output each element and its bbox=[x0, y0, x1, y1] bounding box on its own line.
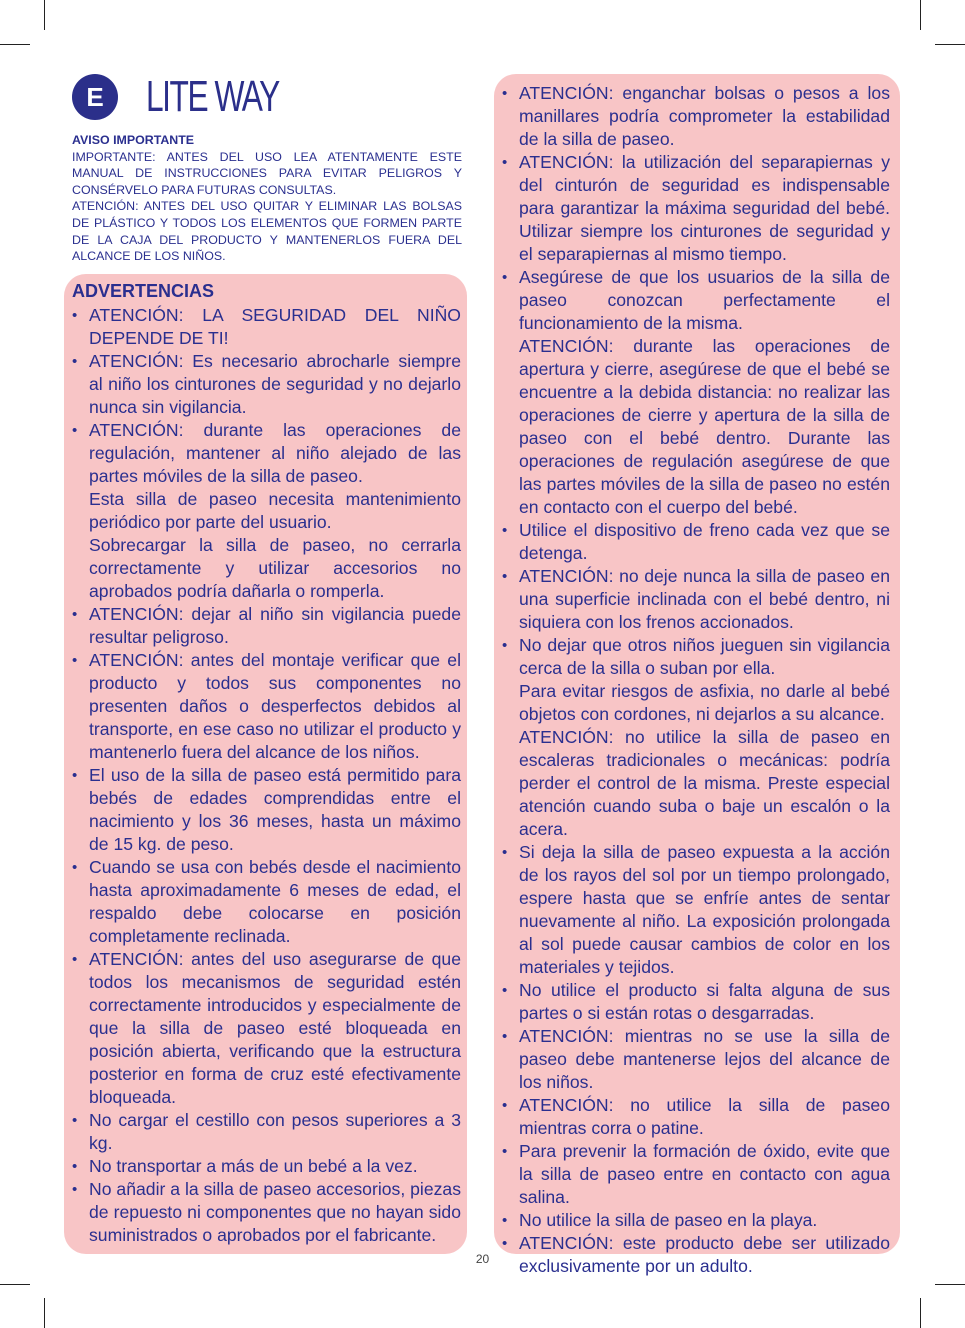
crop-mark bbox=[935, 44, 965, 45]
page-number: 20 bbox=[475, 1252, 490, 1266]
warning-item bbox=[72, 350, 461, 419]
warning-text: • ATENCIÓN: dejar al niño sin vigilancia puede resultar peligroso. bbox=[89, 604, 461, 647]
warning-item bbox=[502, 82, 890, 151]
warning-text: • Si deja la silla de paseo expuesta a la acción de los rayos del sol por un tiempo prolongado, espere hasta que se enfríe antes de sentar nuevamente al niño. La exposición prolongada al sol puede causar cambios de color en los materiales y tejidos. bbox=[519, 842, 890, 977]
warning-text: • ATENCIÓN: este producto debe ser utilizado exclusivamente por un adulto. bbox=[519, 1233, 890, 1276]
crop-mark bbox=[0, 44, 30, 45]
warning-text: • No transportar a más de un bebé a la vez. bbox=[89, 1156, 418, 1176]
warning-item bbox=[72, 1155, 461, 1178]
warning-item bbox=[72, 304, 461, 350]
warning-text: ATENCIÓN: durante las operaciones de apertura y cierre, asegúrese de que el bebé se encuentre a la debida distancia: no realizar las operaciones de cierre y apertura de la silla de paseo con el bebé dentro. Durante las operaciones de regulación asegúrese de que las partes móviles de la silla de paseo no estén en contacto con el cuerpo del bebé. bbox=[519, 336, 890, 517]
important-notice bbox=[72, 132, 462, 265]
warning-item bbox=[72, 603, 461, 649]
warning-item bbox=[72, 1178, 461, 1247]
language-badge: E bbox=[72, 74, 118, 120]
warning-item bbox=[502, 1209, 890, 1232]
warning-text: Sobrecargar la silla de paseo, no cerrarla correctamente y utilizar accesorios no aprobados podría dañarla o romperla. bbox=[89, 535, 461, 601]
warning-item bbox=[72, 1109, 461, 1155]
warning-text: ATENCIÓN: no utilice la silla de paseo en escaleras tradicionales o mecánicas: podría perder el control de la misma. Preste especial atención cuando suba o baje un escalón o la acera. bbox=[519, 727, 890, 839]
warning-text: • Utilice el dispositivo de freno cada vez que se detenga. bbox=[519, 520, 890, 563]
warnings-heading: ADVERTENCIAS bbox=[72, 281, 215, 301]
warning-text: • ATENCIÓN: enganchar bolsas o pesos a los manillares podría comprometer la estabilidad de la silla de paseo. bbox=[519, 83, 890, 149]
product-title: LITE WAY bbox=[146, 72, 279, 121]
warning-text: Para evitar riesgos de asfixia, no darle al bebé objetos con cordones, ni dejarlos a su alcance. bbox=[519, 681, 890, 724]
warning-text: • No utilice la silla de paseo en la playa. bbox=[519, 1210, 818, 1230]
warning-item bbox=[72, 856, 461, 948]
crop-mark bbox=[0, 1284, 30, 1285]
warning-item bbox=[502, 1025, 890, 1094]
crop-mark bbox=[44, 0, 45, 30]
warning-item bbox=[502, 565, 890, 634]
warning-text: • ATENCIÓN: no utilice la silla de paseo mientras corra o patine. bbox=[519, 1095, 890, 1138]
warning-text: • Para prevenir la formación de óxido, evite que la silla de paseo entre en contacto con agua salina. bbox=[519, 1141, 890, 1207]
warnings-box-left bbox=[64, 274, 467, 1254]
warning-text: • ATENCIÓN: antes del montaje verificar que el producto y todos sus componentes no presenten daños o desperfectos debidos al transporte, en ese caso no utilizar el producto y mantenerlo fuera del alcance de los niños. bbox=[89, 650, 461, 762]
warnings-list-left bbox=[72, 304, 461, 1247]
warning-text: • ATENCIÓN: antes del uso asegurarse de que todos los mecanismos de seguridad estén correctamente introducidos y especialmente de que la silla de paseo esté bloqueada en posición abierta, verificando que la estructura posterior en forma de cruz esté efectivamente bloqueada. bbox=[89, 949, 461, 1107]
warning-text: • ATENCIÓN: no deje nunca la silla de paseo en una superficie inclinada con el bebé dentro, ni siquiera con los frenos accionados. bbox=[519, 566, 890, 632]
warning-item bbox=[502, 519, 890, 565]
warning-text: • Cuando se usa con bebés desde el nacimiento hasta aproximadamente 6 meses de edad, el respaldo debe colocarse en posición completamente reclinada. bbox=[89, 857, 461, 946]
warning-text: • No dejar que otros niños jueguen sin vigilancia cerca de la silla o suban por ella. bbox=[519, 635, 890, 678]
warning-text: • No cargar el cestillo con pesos superiores a 3 kg. bbox=[89, 1110, 461, 1153]
crop-mark bbox=[44, 1298, 45, 1328]
warning-text: • No añadir a la silla de paseo accesorios, piezas de repuesto ni componentes que no hayan sido suministrados o aprobados por el fabricante. bbox=[89, 1179, 461, 1245]
notice-heading: AVISO IMPORTANTE bbox=[72, 133, 195, 147]
warning-text: • No utilice el producto si falta alguna de sus partes o si están rotas o desgarradas. bbox=[519, 980, 890, 1023]
warning-item bbox=[72, 649, 461, 764]
warning-text: • El uso de la silla de paseo está permitido para bebés de edades comprendidas entre el nacimiento y los 36 meses, hasta un máximo de 15 kg. de peso. bbox=[89, 765, 461, 854]
warning-text: • ATENCIÓN: la utilización del separapiernas y del cinturón de seguridad es indispensable para garantizar la máxima seguridad del bebé. Utilizar siempre los cinturones de seguridad y el separapiernas al mismo tiempo. bbox=[519, 152, 890, 264]
page-header bbox=[72, 72, 330, 122]
notice-paragraph: IMPORTANTE: ANTES DEL USO LEA ATENTAMENTE ESTE MANUAL DE INSTRUCCIONES PARA EVITAR PELIGROS Y CONSÉRVELO PARA FUTURAS CONSULTAS. bbox=[72, 149, 462, 197]
warning-item bbox=[502, 979, 890, 1025]
warning-text: • ATENCIÓN: LA SEGURIDAD DEL NIÑO DEPENDE DE TI! bbox=[89, 305, 461, 348]
warning-item bbox=[502, 841, 890, 979]
warning-item bbox=[502, 266, 890, 519]
warning-item bbox=[502, 1094, 890, 1140]
crop-mark bbox=[920, 1298, 921, 1328]
warnings-box-right bbox=[494, 74, 900, 1276]
warning-item bbox=[502, 151, 890, 266]
warning-item bbox=[502, 634, 890, 841]
warning-item bbox=[502, 1140, 890, 1209]
warnings-list-right bbox=[502, 82, 890, 1278]
warning-text: Esta silla de paseo necesita mantenimiento periódico por parte del usuario. bbox=[89, 489, 461, 532]
warning-item bbox=[72, 764, 461, 856]
warning-text: • ATENCIÓN: durante las operaciones de regulación, mantener al niño alejado de las partes móviles de la silla de paseo. bbox=[89, 420, 461, 486]
warning-item bbox=[72, 419, 461, 603]
warning-text: • ATENCIÓN: Es necesario abrocharle siempre al niño los cinturones de seguridad y no dejarlo nunca sin vigilancia. bbox=[89, 351, 461, 417]
notice-paragraph: ATENCIÓN: ANTES DEL USO QUITAR Y ELIMINAR LAS BOLSAS DE PLÁSTICO Y TODOS LOS ELEMENTOS QUE FORMEN PARTE DE LA CAJA DEL PRODUCTO Y MANTENERLOS FUERA DEL ALCANCE DE LOS NIÑOS. bbox=[72, 199, 462, 264]
crop-mark bbox=[935, 1284, 965, 1285]
crop-mark bbox=[920, 0, 921, 30]
warning-text: • ATENCIÓN: mientras no se use la silla de paseo debe mantenerse lejos del alcance de los niños. bbox=[519, 1026, 890, 1092]
warning-item bbox=[72, 948, 461, 1109]
warning-text: • Asegúrese de que los usuarios de la silla de paseo conozcan perfectamente el funcionamiento de la misma. bbox=[519, 267, 890, 333]
